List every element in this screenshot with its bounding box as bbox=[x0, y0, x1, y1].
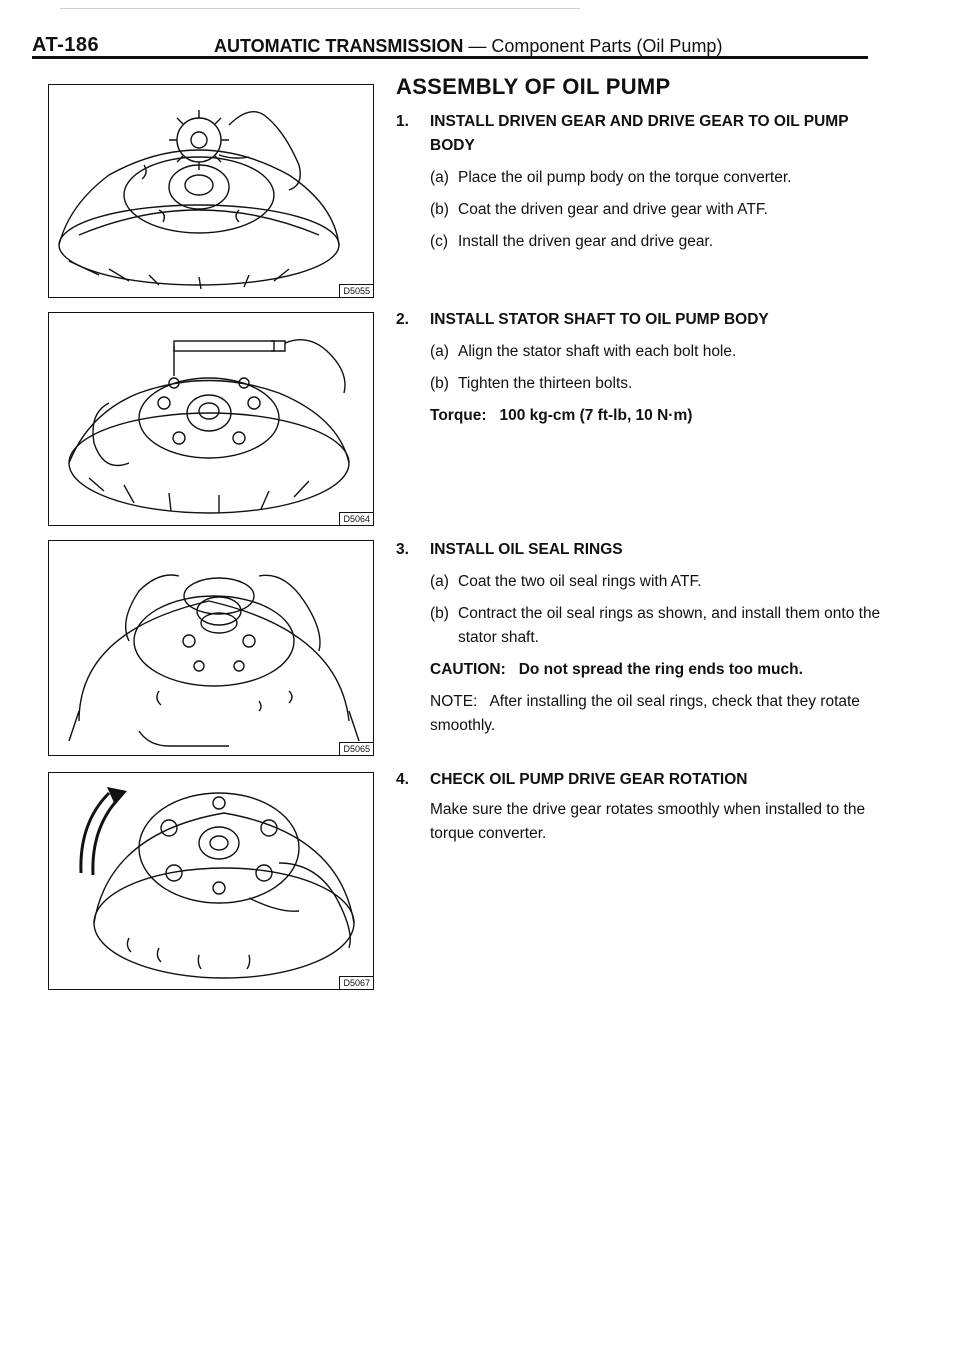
sub-step-text: Coat the driven gear and drive gear with ATF. bbox=[458, 201, 768, 219]
sub-step-text: Align the stator shaft with each bolt hole. bbox=[458, 343, 737, 361]
note-text: After installing the oil seal rings, check that they rotate smoothly. bbox=[430, 693, 860, 735]
section-name: AUTOMATIC TRANSMISSION bbox=[214, 36, 464, 56]
sub-step bbox=[430, 340, 886, 364]
step-heading bbox=[396, 768, 886, 792]
step-text: Make sure the drive gear rotates smoothly when installed to the torque converter. bbox=[430, 801, 866, 843]
note bbox=[430, 690, 886, 738]
sub-step-text: Place the oil pump body on the torque converter. bbox=[458, 169, 792, 187]
torque-label: Torque: bbox=[430, 407, 487, 425]
sub-step bbox=[430, 230, 886, 254]
sub-step-text: Install the driven gear and drive gear. bbox=[458, 233, 714, 251]
main-title: ASSEMBLY OF OIL PUMP bbox=[396, 74, 671, 99]
figure-drive-gear-rotation bbox=[48, 772, 374, 990]
sub-step-label: (a) bbox=[430, 343, 449, 361]
sub-step bbox=[430, 198, 886, 222]
step-title: INSTALL DRIVEN GEAR AND DRIVE GEAR TO OIL PUMP BODY bbox=[430, 113, 849, 155]
step-title: INSTALL OIL SEAL RINGS bbox=[430, 541, 623, 558]
drive-gear-rotation-illustration bbox=[49, 773, 373, 989]
title-separator: — bbox=[468, 36, 487, 56]
sub-step-label: (b) bbox=[430, 201, 449, 219]
step-2 bbox=[396, 308, 886, 428]
step-heading bbox=[396, 308, 886, 332]
figure-code: D5067 bbox=[339, 976, 373, 989]
caution-text: Do not spread the ring ends too much. bbox=[518, 661, 803, 679]
step-title: CHECK OIL PUMP DRIVE GEAR ROTATION bbox=[430, 771, 748, 788]
caution-note bbox=[430, 658, 886, 682]
torque-spec bbox=[430, 404, 886, 428]
sub-step bbox=[430, 166, 886, 190]
figure-torque-wrench bbox=[48, 312, 374, 526]
step-title: INSTALL STATOR SHAFT TO OIL PUMP BODY bbox=[430, 311, 769, 328]
oil-seal-ring-illustration bbox=[49, 541, 373, 755]
step-number: 4. bbox=[396, 771, 409, 788]
sub-step-label: (c) bbox=[430, 233, 449, 251]
step-3 bbox=[396, 538, 886, 738]
sub-step-text: Coat the two oil seal rings with ATF. bbox=[458, 573, 702, 591]
step-number: 1. bbox=[396, 113, 409, 130]
sub-step bbox=[430, 602, 886, 650]
figure-code: D5055 bbox=[339, 284, 373, 297]
figure-oil-seal-rings bbox=[48, 540, 374, 756]
sub-step bbox=[430, 372, 886, 396]
driven-gear-install-illustration bbox=[49, 85, 373, 297]
caution-label: CAUTION: bbox=[430, 661, 506, 679]
figure-driven-gear bbox=[48, 84, 374, 298]
figure-code: D5064 bbox=[339, 512, 373, 525]
page-number: AT-186 bbox=[32, 34, 100, 56]
step-4 bbox=[396, 768, 886, 846]
scan-artifact-line bbox=[60, 8, 580, 9]
sub-step-label: (a) bbox=[430, 573, 449, 591]
step-heading bbox=[396, 110, 886, 158]
step-heading bbox=[396, 538, 886, 562]
sub-step-text: Tighten the thirteen bolts. bbox=[458, 375, 633, 393]
step-1 bbox=[396, 110, 886, 254]
page-section-title bbox=[214, 36, 722, 57]
figure-code: D5065 bbox=[339, 742, 373, 755]
header-rule bbox=[32, 56, 868, 59]
sub-step-text: Contract the oil seal rings as shown, and install them onto the stator shaft. bbox=[458, 605, 881, 647]
note-label: NOTE: bbox=[430, 693, 478, 711]
sub-step-label: (b) bbox=[430, 375, 449, 393]
step-number: 2. bbox=[396, 311, 409, 328]
sub-step bbox=[430, 570, 886, 594]
subsection-name: Component Parts (Oil Pump) bbox=[491, 36, 723, 56]
step-number: 3. bbox=[396, 541, 409, 558]
sub-step-label: (a) bbox=[430, 169, 449, 187]
sub-step-label: (b) bbox=[430, 605, 449, 623]
torque-wrench-stator-illustration bbox=[49, 313, 373, 525]
torque-value: 100 kg-cm (7 ft-lb, 10 N·m) bbox=[499, 407, 693, 425]
